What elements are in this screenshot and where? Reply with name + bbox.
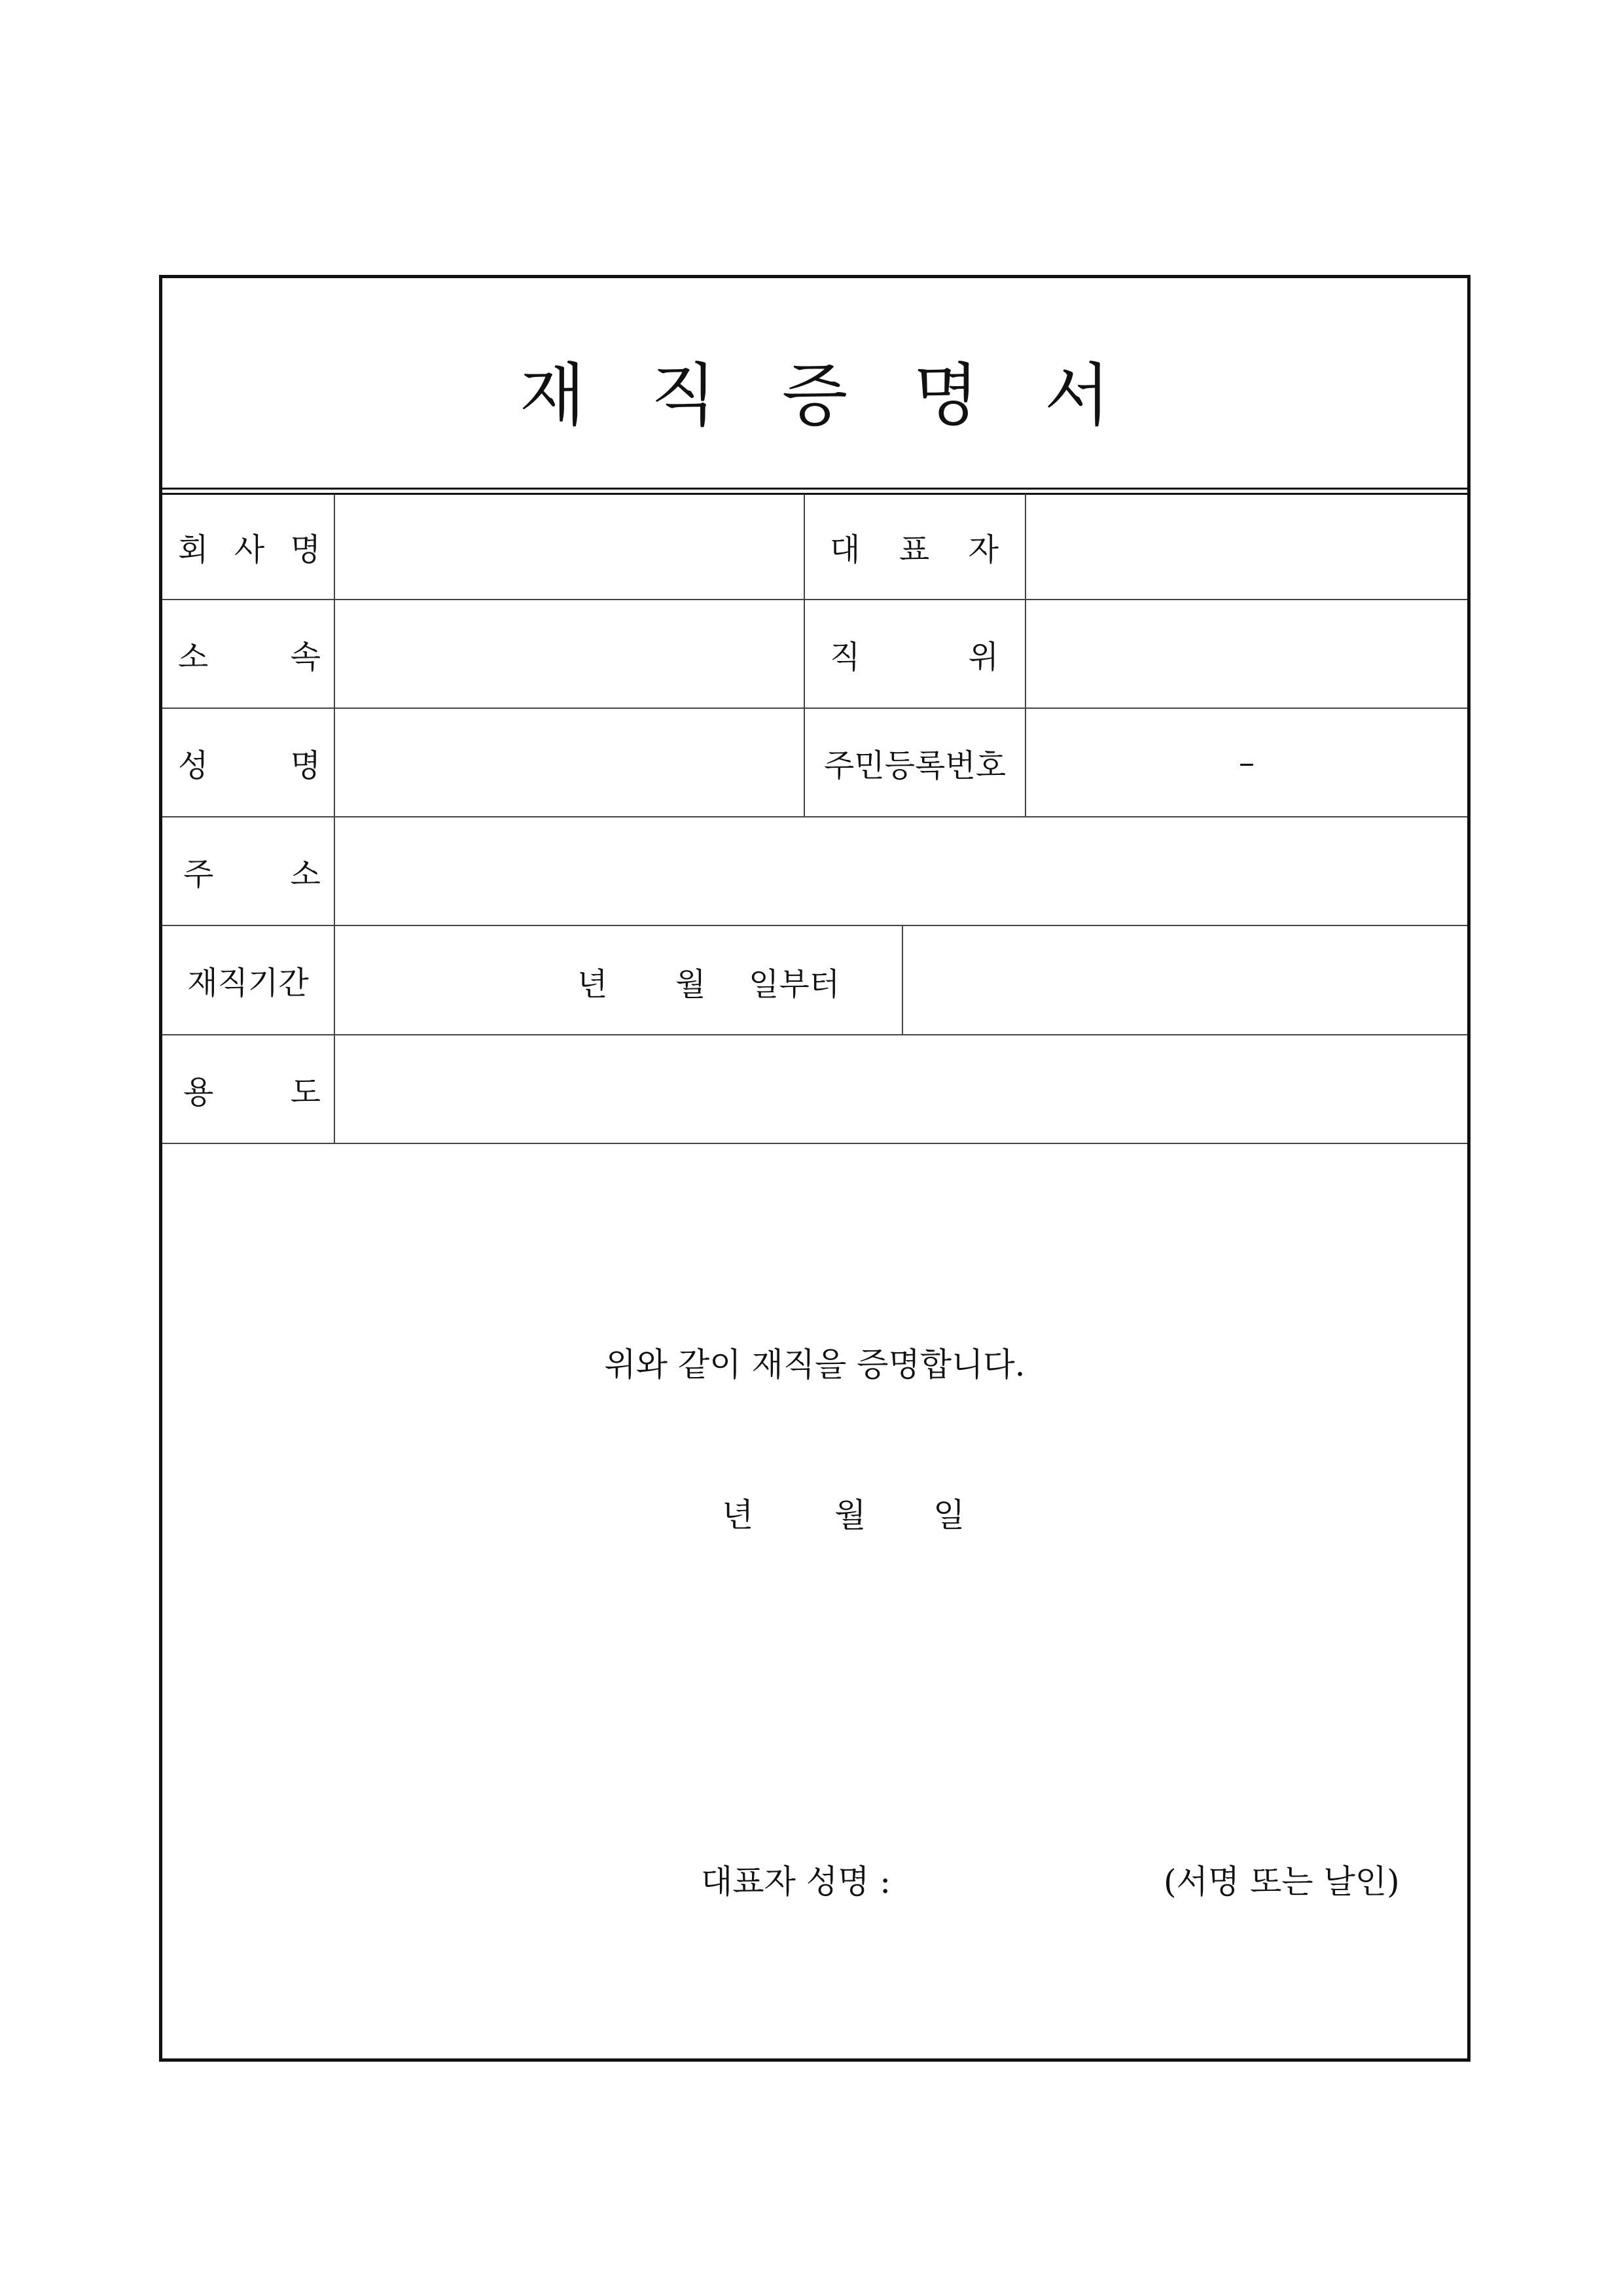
label-char: 표 — [899, 531, 930, 568]
label-char: 직 — [830, 638, 861, 675]
label-employment-period: 재직기간 — [187, 965, 309, 1001]
label-char: 명 — [290, 531, 321, 568]
department-field[interactable] — [335, 601, 802, 706]
label-char: 자 — [968, 531, 999, 568]
certify-statement: 위와 같이 재직을 증명합니다. — [604, 1346, 1026, 1384]
row-divider — [162, 599, 1467, 600]
label-char: 성 — [178, 747, 209, 784]
period-day-from-label: 일부터 — [749, 966, 840, 1003]
address-field[interactable] — [335, 819, 1467, 924]
row-divider — [162, 1034, 1467, 1035]
resident-number-separator: – — [1239, 744, 1255, 781]
label-char: 소 — [178, 638, 209, 675]
representative-field[interactable] — [1026, 495, 1467, 598]
label-position — [830, 600, 999, 708]
title-char: 명 — [913, 355, 979, 435]
title-divider-bottom — [162, 493, 1467, 495]
label-resident-number: 주민등록번호 — [823, 747, 1007, 784]
label-char: 주 — [183, 855, 214, 893]
label-char: 용 — [183, 1073, 214, 1111]
label-char: 명 — [290, 747, 321, 784]
label-purpose — [183, 1035, 321, 1143]
issue-date-year: 년 — [722, 1496, 754, 1534]
issue-date-month: 월 — [834, 1496, 866, 1534]
title-char: 재 — [519, 355, 586, 435]
company-name-field[interactable] — [335, 495, 802, 598]
label-char: 사 — [234, 531, 265, 568]
label-representative — [830, 494, 999, 599]
label-name — [178, 709, 321, 816]
title-char: 서 — [1044, 355, 1111, 435]
purpose-field[interactable] — [335, 1037, 1467, 1141]
label-char: 위 — [968, 638, 999, 675]
label-address — [183, 817, 321, 925]
signature-label: 대표자 성명 : — [701, 1863, 891, 1901]
label-char: 소 — [290, 855, 321, 893]
label-char: 회 — [178, 531, 209, 568]
row-divider — [162, 1143, 1467, 1144]
document-title — [162, 340, 1467, 439]
certificate-form — [159, 275, 1471, 2062]
label-char: 대 — [830, 531, 861, 568]
label-company-name — [178, 494, 321, 599]
title-box — [162, 278, 1467, 489]
period-month-label: 월 — [675, 966, 706, 1003]
label-char: 도 — [290, 1073, 321, 1111]
resident-number-field[interactable] — [1026, 709, 1467, 816]
label-department — [178, 600, 321, 708]
period-from-field[interactable] — [335, 926, 902, 1034]
period-to-field[interactable] — [903, 926, 1467, 1034]
position-field[interactable] — [1026, 601, 1467, 706]
period-year-label: 년 — [577, 966, 608, 1003]
title-divider-top — [162, 488, 1467, 490]
issue-date-day: 일 — [933, 1496, 965, 1534]
name-field[interactable] — [335, 710, 802, 815]
title-char: 직 — [651, 355, 717, 435]
title-char: 증 — [781, 355, 848, 435]
signature-note: (서명 또는 날인) — [1164, 1863, 1400, 1901]
row-divider — [162, 816, 1467, 817]
label-char: 속 — [290, 638, 321, 675]
